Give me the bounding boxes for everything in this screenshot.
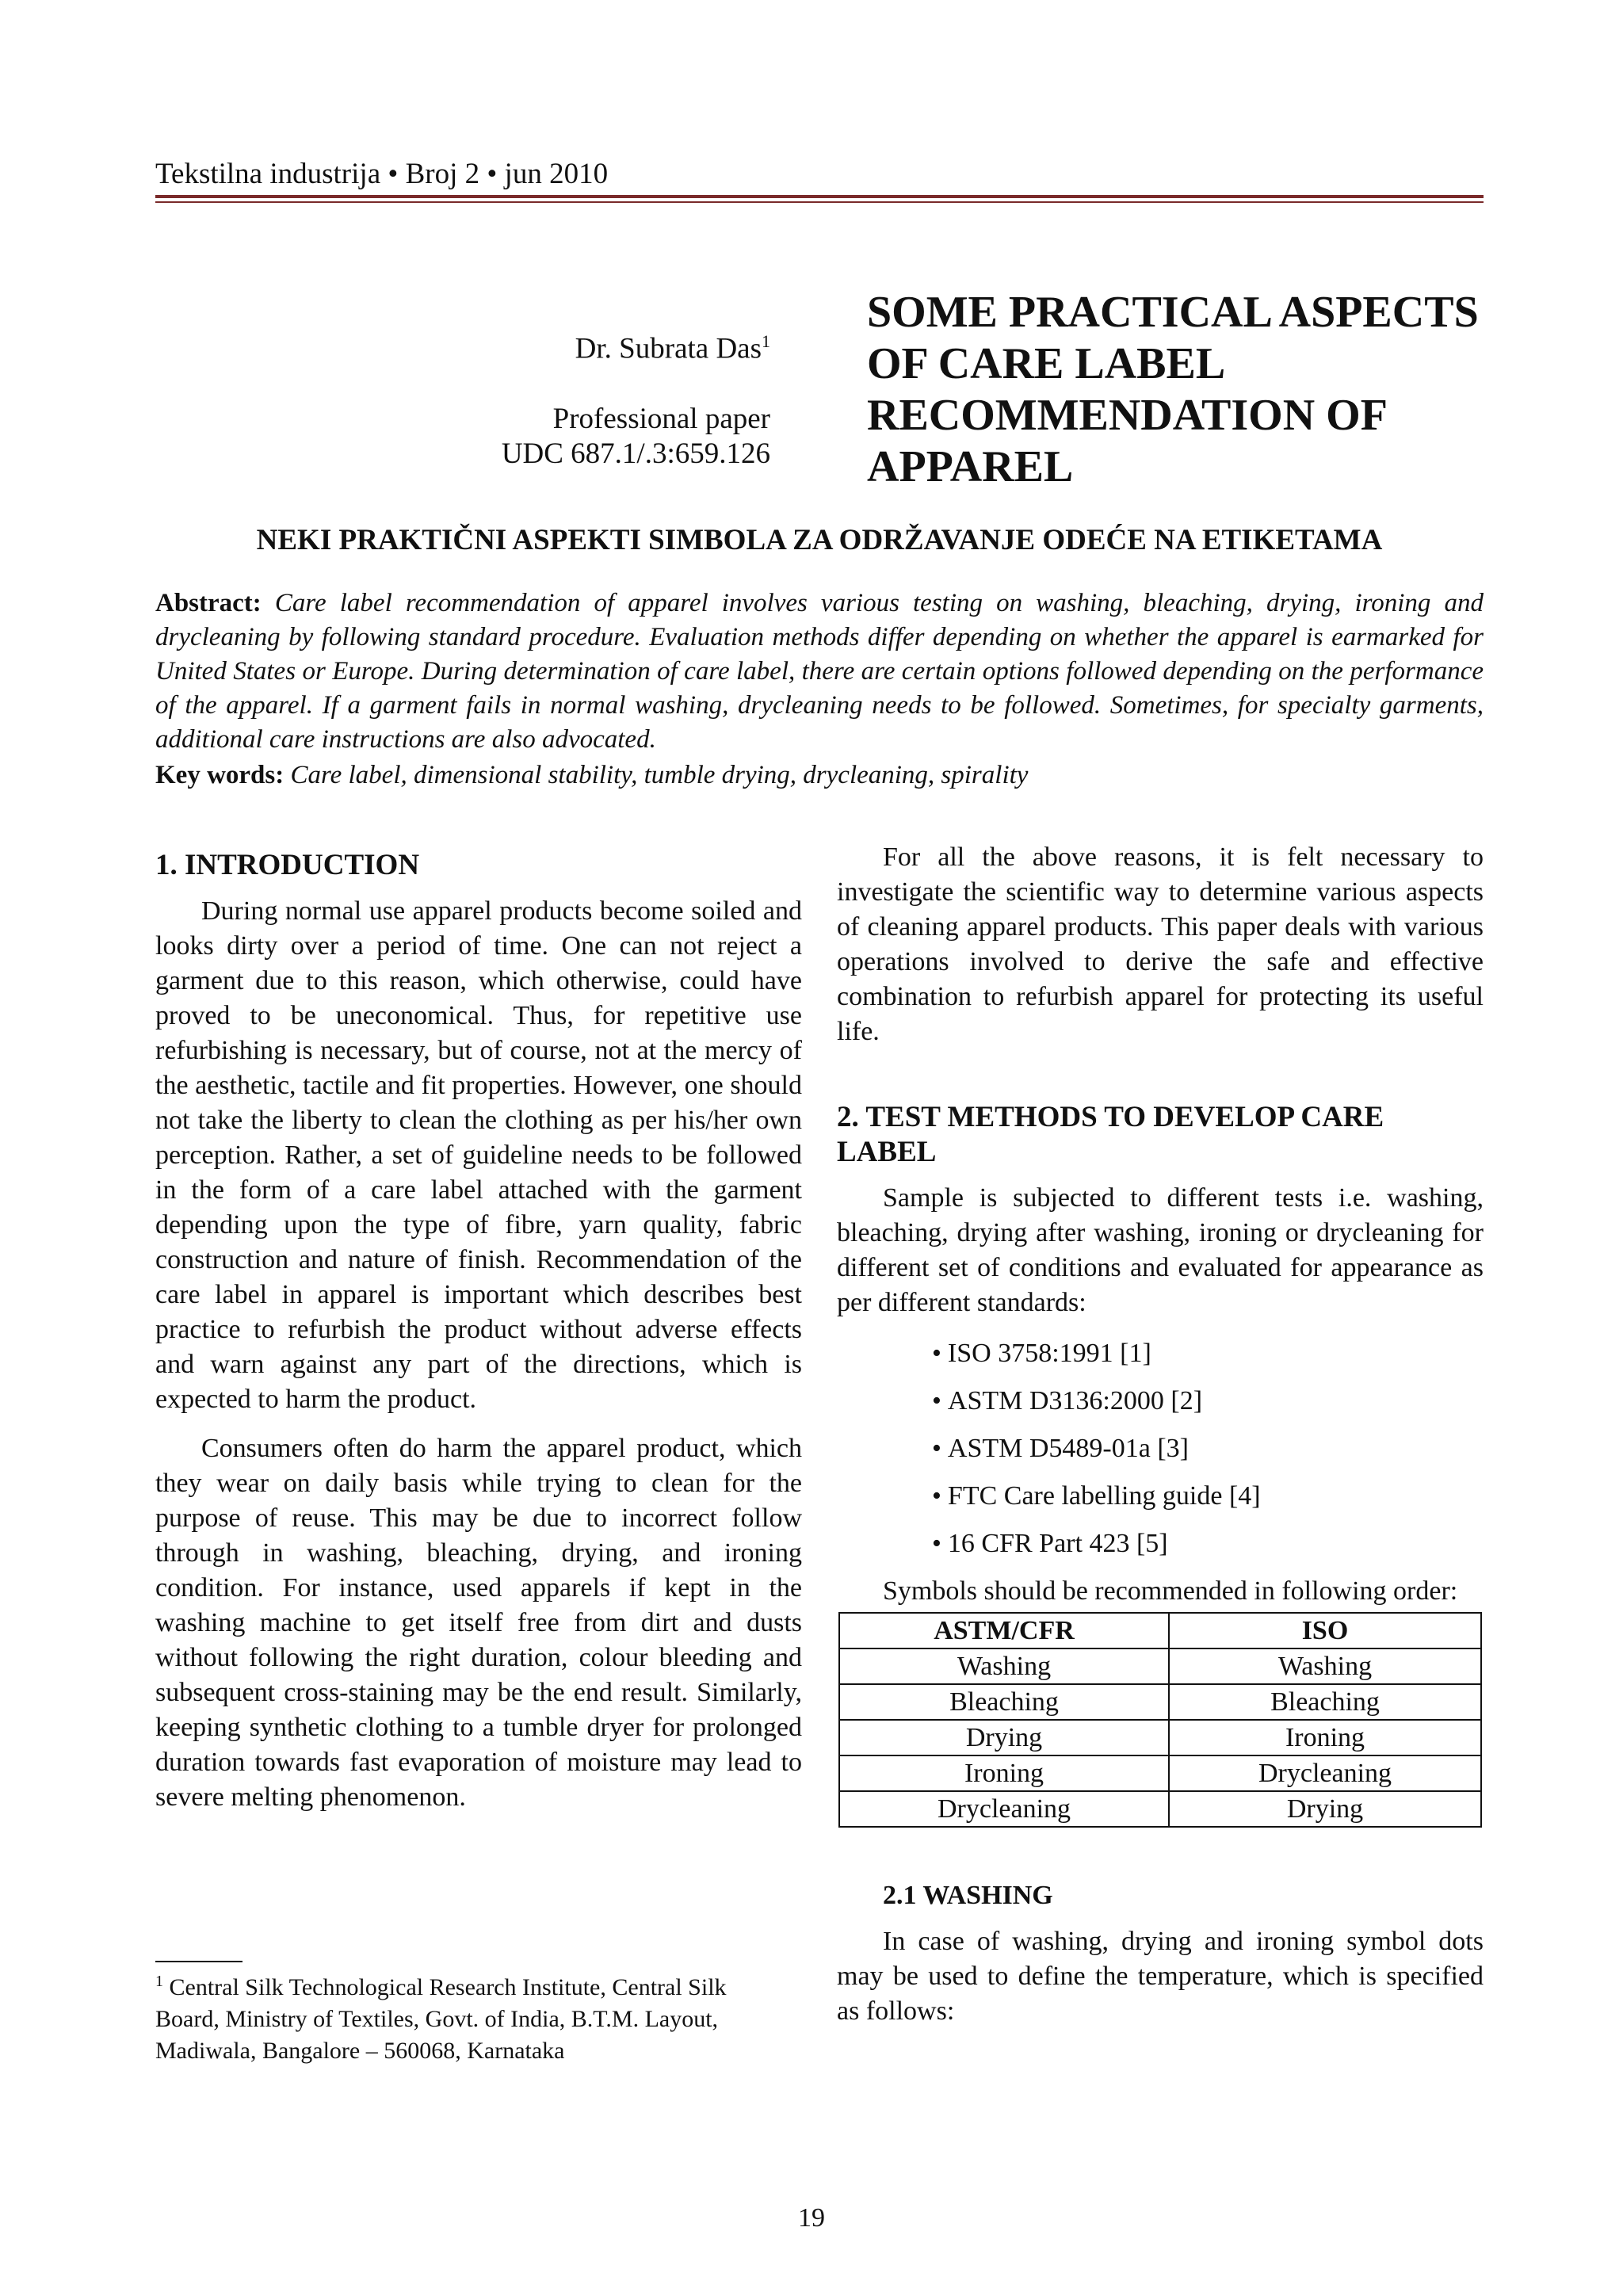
symbol-order-table	[838, 1612, 1482, 1828]
footnote: $^1$ Central Silk Technological Research Institute, Central Silk Board, Ministry of Textiles, Govt. of India, B.T.M. Layout, Madiwala, Bangalore – 560068, Karnataka	[155, 1973, 727, 2064]
list-item: • ASTM D5489-01a [3]	[932, 1434, 1189, 1463]
table-row: Ironing Drycleaning	[839, 1755, 1481, 1791]
washing-paragraph: In case of washing, drying and ironing symbol dots may be used to define the temperature, which is specified as follows:	[837, 1927, 1484, 2026]
author-name: Dr. Subrata Das$^1$	[575, 331, 770, 365]
abstract-text: Care label recommendation of apparel involves various testing on washing, bleaching, drying, ironing and drycleaning by following standard procedure. Evaluation methods differ depending on whether the apparel is earmarked for United States or Europe. During determination of care label, there are certain options followed depending on the performance of the apparel. If a garment fails in normal washing, drycleaning needs to be followed. Sometimes, for specialty garments, additional care instructions are also advocated.	[155, 589, 1484, 754]
section-title-washing: 2.1 WASHING	[883, 1881, 1053, 1910]
keywords: Key words: Care label, dimensional stability, tumble drying, drycleaning, spirality	[155, 761, 1029, 789]
running-head: Tekstilna industrija • Broj 2 • jun 2010	[155, 158, 609, 190]
list-item: • ASTM D3136:2000 [2]	[932, 1386, 1203, 1415]
table-row: Bleaching Bleaching	[839, 1684, 1481, 1720]
abstract: Abstract: Care label recommendation of apparel involves various testing on washing, bleaching, drying, ironing and drycleaning by following standard procedure. Evaluation methods differ depending on whether the apparel is earmarked for United States or Europe. During determination of care label, there are certain options followed depending on the performance of the apparel. If a garment fails in normal washing, drycleaning needs to be followed. Sometimes, for specialty garments, additional care instructions are also advocated.	[155, 589, 1484, 754]
paper-title: SOME PRACTICAL ASPECTS OF CARE LABEL RECOMMENDATION OF APPAREL	[867, 288, 1479, 491]
footnote-rule	[155, 1961, 242, 1962]
intro-paragraph-3: For all the above reasons, it is felt necessary to investigate the scientific way to determine various aspects of cleaning apparel products. This paper deals with various operations involved to derive the safe and effective combination to refurbish apparel for protecting its useful life.	[837, 842, 1484, 1046]
section-title-test-methods: 2. TEST METHODS TO DEVELOP CARE LABEL	[837, 1101, 1384, 1168]
section-title-introduction: 1. INTRODUCTION	[155, 849, 420, 881]
test-methods-paragraph: Sample is subjected to different tests i.e. washing, bleaching, drying after washing, ironing or drycleaning for different set of conditions and evaluated for appearance as per different standards:	[837, 1183, 1484, 1317]
author-block	[444, 331, 770, 472]
intro-paragraph-2: Consumers often do harm the apparel product, which they wear on daily basis while trying to clean for the purpose of reuse. This may be due to incorrect follow through in washing, bleaching, drying, and ironing condition. For instance, used apparels if kept in the washing machine to get itself free from dirt and dusts without following the right duration, colour bleeding and subsequent cross-staining may be the end result. Similarly, keeping synthetic clothing to a tumble dryer for prolonged duration towards fast evaporation of moisture may lead to severe melting phenomenon.	[155, 1434, 802, 1812]
list-item: • ISO 3758:1991 [1]	[932, 1339, 1151, 1368]
paper-subtitle: NEKI PRAKTIČNI ASPEKTI SIMBOLA ZA ODRŽAVANJE ODEĆE NA ETIKETAMA	[256, 524, 1383, 556]
table-row: Washing Washing	[839, 1648, 1481, 1684]
table-header-astm: ASTM/CFR	[839, 1613, 1169, 1648]
paper-type: Professional paper	[552, 402, 770, 435]
keywords-text: Care label, dimensional stability, tumble drying, drycleaning, spirality	[290, 761, 1029, 789]
list-item: • FTC Care labelling guide [4]	[932, 1481, 1261, 1511]
footnote-mark: 1	[155, 1973, 163, 1990]
header-rule-thin	[155, 201, 1484, 203]
page-number: 19	[798, 2203, 825, 2233]
table-header-row	[839, 1613, 1481, 1648]
udc-code: UDC 687.1/.3:659.126	[501, 437, 770, 471]
table-header-iso: ISO	[1169, 1613, 1481, 1648]
intro-paragraph-1: During normal use apparel products become soiled and looks dirty over a period of time. One can not reject a garment due to this reason, which otherwise, could have proved to be uneconomical. Thus, for repetitive use refurbishing is necessary, but of course, not at the mercy of the aesthetic, tactile and fit properties. However, one should not take the liberty to clean the clothing as per his/her own perception. Rather, a set of guideline needs to be followed in the form of a care label attached with the garment depending upon the type of fibre, yarn quality, fabric construction and nature of finish. Recommendation of the care label in apparel is important which describes best practice to refurbish the product without adverse effects and warn against any part of the directions, which is expected to harm the product.	[155, 896, 802, 1414]
list-item: • 16 CFR Part 423 [5]	[932, 1529, 1168, 1558]
left-column	[155, 848, 802, 1815]
author-footnote-mark: 1	[762, 331, 770, 351]
right-column	[837, 840, 1484, 2029]
table-row: Drycleaning Drying	[839, 1791, 1481, 1827]
symbol-order-paragraph: Symbols should be recommended in following order:	[883, 1576, 1458, 1606]
header-rule	[155, 195, 1484, 198]
standards-list	[837, 1336, 1484, 1561]
table-row: Drying Ironing	[839, 1720, 1481, 1755]
